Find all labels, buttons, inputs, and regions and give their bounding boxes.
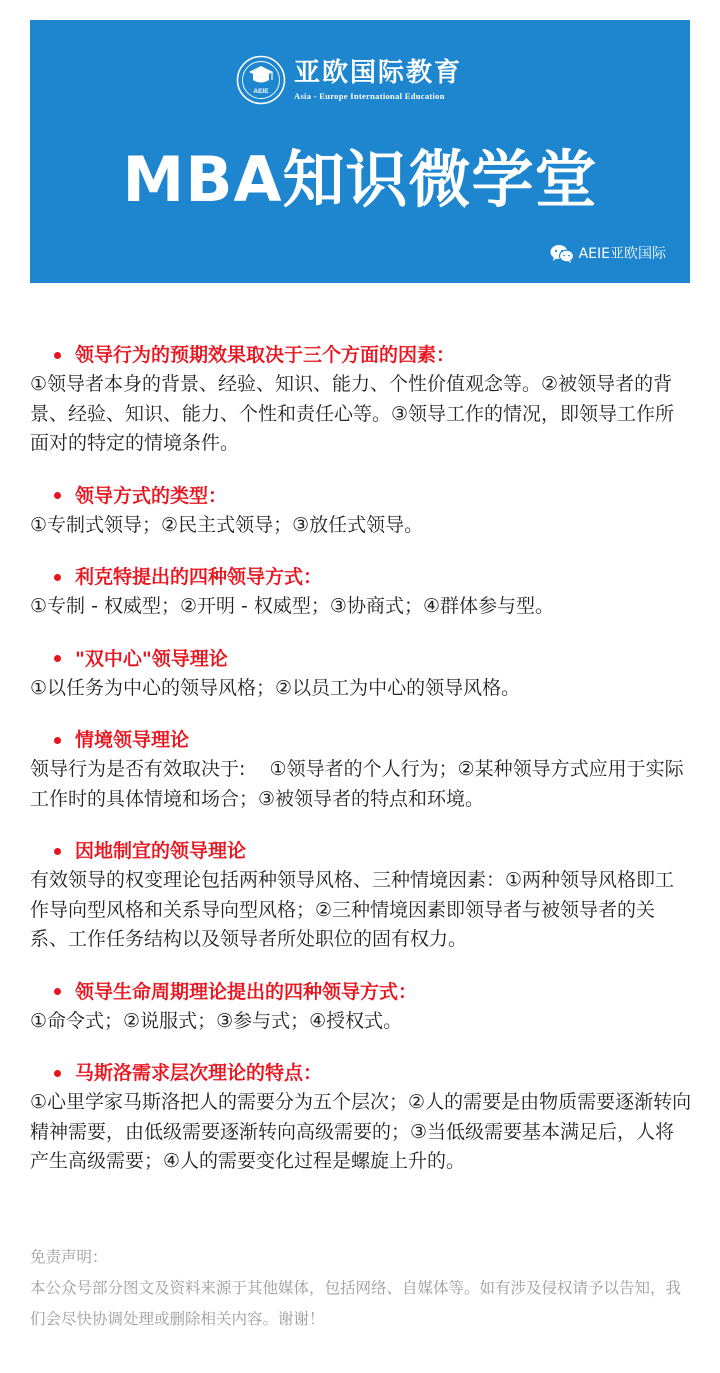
bullet-icon <box>54 352 61 359</box>
logo-chinese-name: 亚欧国际教育 <box>294 58 463 88</box>
section-text: ①专制 - 权威型；②开明 - 权威型；③协商式；④群体参与型。 <box>30 595 555 617</box>
wechat-source-tag <box>550 244 666 264</box>
section-maslow-hierarchy <box>30 1058 692 1177</box>
wechat-icon <box>550 244 574 264</box>
section-heading: 领导方式的类型： <box>75 484 228 507</box>
section-text: ①领导者本身的背景、经验、知识、能力、个性价值观念等。②被领导者的背景、经验、知识、能力、个性和责任心等。③领导工作的情况，即领导工作所面对的特定的情境条件。 <box>30 373 675 454</box>
logo-english-name: Asia - Europe International Education <box>294 91 445 101</box>
section-text: 有效领导的权变理论包括两种领导风格、三种情境因素：①两种领导风格即工作导向型风格和关系导向型风格；②三种情境因素即领导者与被领导者的关系、工作任务结构以及领导者所处职位的固有权力。 <box>30 869 675 950</box>
section-heading: 领导行为的预期效果取决于三个方面的因素： <box>75 344 456 366</box>
section-life-cycle-theory <box>30 977 692 1037</box>
logo-seal-text: AEIE <box>253 88 269 95</box>
section-dual-center-theory <box>30 644 692 704</box>
section-text: ①专制式领导；②民主式领导；③放任式领导。 <box>30 513 424 536</box>
header-banner <box>30 20 690 283</box>
section-text: 领导行为是否有效取决于: ①领导者的个人行为；②某种领导方式应用于实际工作时的具体情境和场合；③被领导者的特点和环境。 <box>30 758 684 810</box>
section-heading: "双中心"领导理论 <box>75 647 228 670</box>
section-heading: 情境领导理论 <box>75 729 190 751</box>
disclaimer-text: 本公众号部分图文及资料来源于其他媒体，包括网络、自媒体等。如有涉及侵权请予以告知，我们会尽快协调处理或删除相关内容。谢谢！ <box>30 1279 682 1328</box>
section-text: ①以任务为中心的领导风格；②以员工为中心的领导风格。 <box>30 676 521 699</box>
banner-title: MBA知识微学堂 <box>122 143 598 216</box>
section-heading: 领导生命周期理论提出的四种领导方式： <box>75 980 418 1003</box>
section-heading: 因地制宜的领导理论 <box>75 840 247 862</box>
disclaimer-title: 免责声明： <box>30 1248 108 1266</box>
article-body <box>30 340 692 1199</box>
section-heading: 马斯洛需求层次理论的特点： <box>75 1062 323 1084</box>
section-contingency-theory <box>30 836 692 955</box>
disclaimer <box>30 1242 692 1335</box>
bullet-icon <box>54 1070 61 1077</box>
source-label: AEIE亚欧国际 <box>578 246 666 262</box>
section-text: ①心里学家马斯洛把人的需要分为五个层次；②人的需要是由物质需要逐渐转向精神需要，由低级需要逐渐转向高级需要的；③当低级需要基本满足后，人将产生高级需要；④人的需要变化过程是螺旋上升的。 <box>30 1091 692 1172</box>
bullet-icon <box>54 492 61 499</box>
brand-logo <box>236 54 462 106</box>
bullet-icon <box>54 848 61 855</box>
bullet-icon <box>54 655 61 662</box>
section-leadership-style-types <box>30 481 692 541</box>
section-text: ①命令式；②说服式；③参与式；④授权式。 <box>30 1009 403 1032</box>
section-situational-leadership <box>30 725 692 814</box>
section-heading: 利克特提出的四种领导方式： <box>75 566 323 588</box>
bullet-icon <box>54 988 61 995</box>
logo-emblem-icon <box>236 55 286 105</box>
section-leadership-effect-factors <box>30 340 692 459</box>
bullet-icon <box>54 574 61 581</box>
section-likert-four-styles <box>30 562 692 622</box>
bullet-icon <box>54 737 61 744</box>
